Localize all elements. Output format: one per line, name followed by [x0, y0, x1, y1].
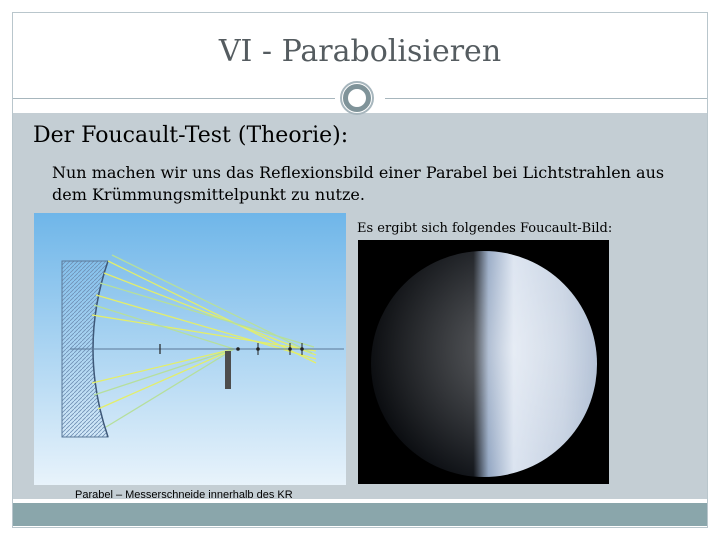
- circle-ornament-icon: [339, 80, 375, 116]
- diagram-caption: Parabel – Messerschneide innerhalb des KR: [75, 489, 293, 501]
- intro-paragraph: Nun machen wir uns das Reflexionsbild einer Parabel bei Lichtstrahlen aus dem Krümmungsmittelpunkt zu nutze.: [52, 163, 665, 204]
- section-heading: Der Foucault-Test (Theorie):: [33, 123, 349, 148]
- title-rule-left: [13, 98, 335, 99]
- foucault-image: [358, 240, 609, 484]
- photo-label: Es ergibt sich folgendes Foucault-Bild:: [357, 221, 613, 236]
- knife-edge: [225, 351, 231, 389]
- parabola-diagram-svg: [34, 213, 346, 485]
- slide-title: VI - Parabolisieren: [218, 34, 502, 69]
- parabola-diagram: [34, 213, 346, 485]
- title-rule-right: [385, 98, 707, 99]
- footer-bar: [13, 503, 707, 526]
